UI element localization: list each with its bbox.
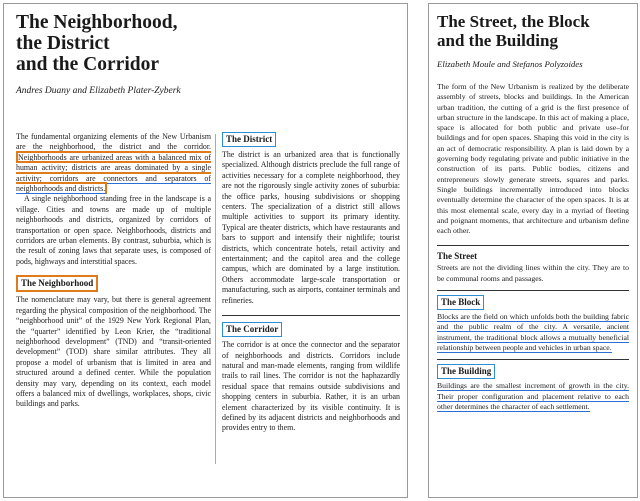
right-page-column <box>437 82 629 412</box>
building-text <box>437 381 629 412</box>
title-line: and the Building <box>437 31 558 50</box>
article-title-1 <box>16 12 396 75</box>
intro-paragraph <box>16 132 211 194</box>
article-title-2 <box>437 12 633 50</box>
section-rule <box>222 306 400 316</box>
heading-street: The Street <box>437 251 478 262</box>
heading-corridor: The Corridor <box>222 322 282 337</box>
intro-paragraph: The form of the New Urbanism is realized by the deliberate assembly of streets, blocks and buildings. In the American urban tradition, the cutting of a grid is the first presence of urban structure in the landscape. In this act of making a place, space is allocated for both public and private use–for buildings and for open spaces. Shaping this void in the city is an act of democratic responsibility. A plan is laid down by a governing body regulating private and public initiative in the construction of its parts. Public bodies, citizens and entrepreneurs slowly generate streets, squares and parks. Single buildings incrementally introduced into blocks eventually determine the character of the open spaces. It is at this most elemental scale, every day in a myriad of fleeting and poignant moments, that architecture and urbanism define each other. <box>437 82 629 236</box>
page-left <box>3 3 408 498</box>
building-text-underlined: Buildings are the smallest increment of growth in the city. Their proper configuration and placement relative to each other determines the character of each settlement. <box>437 381 629 411</box>
block-text-underlined: Blocks are the field on which unfolds both the building fabric and the public realm of the city. A versatile, ancient instrument, the traditional block allows a mutually beneficial relationship between people and vehicles in urban space. <box>437 312 629 352</box>
heading-building: The Building <box>437 364 495 379</box>
heading-neighborhood: The Neighborhood <box>16 275 98 292</box>
page-right <box>428 3 638 498</box>
section-rule <box>437 236 629 246</box>
title-line: The Street, the Block <box>437 12 590 31</box>
intro-paragraph-2: A single neighborhood standing free in the landscape is a village. Cities and towns are made up of multiple neighborhoods and districts, organized by corridors of transportation or open space. Neighborhoods, districts and corridors are urban elements. By contrast, suburbia, which is the result of zoning laws that separate uses, is composed of pods, highways and interstitial spaces. <box>16 194 211 266</box>
section-rule <box>437 353 629 360</box>
authors-1: Andres Duany and Elizabeth Plater-Zyberk <box>16 86 181 96</box>
neighborhood-text: The nomenclature may vary, but there is general agreement regarding the physical composition of the neighborhood. The “neighborhood unit” of the 1929 New York Regional Plan, the “quarter” identified by Leon Krier, the “traditional neighborhood development” (TND) and “transit-oriented development” (TOD) share similar attributes. They all propose a model of urbanism that is limited in area and structured around a defined center. While the population density may vary, depending on its context, each model offers a balanced mix of dwellings, workplaces, shops, civic buildings and parks. <box>16 295 211 409</box>
corridor-text: The corridor is at once the connector and the separator of neighborhoods and districts. Corridors include natural and man-made elements, ranging from wildlife trails to rail lines. The corridor is not the haphazardly residual space that remains outside subdivisions and shopping centers in suburbia. Rather, it is an urban element characterized by its visible continuity. It is defined by its adjacent districts and neighborhoods and provides entry to them. <box>222 340 400 433</box>
authors-2: Elizabeth Moule and Stefanos Polyzoides <box>437 59 583 69</box>
heading-block: The Block <box>437 295 484 310</box>
section-rule <box>437 284 629 291</box>
title-line: The Neighborhood, <box>16 12 178 33</box>
street-text: Streets are not the dividing lines within the city. They are to be communal rooms and passages. <box>437 263 629 283</box>
right-column <box>222 132 400 434</box>
heading-district: The District <box>222 132 276 147</box>
title-line: and the Corridor <box>16 54 159 75</box>
intro-plain: The fundamental organizing elements of the New Urbanism are the neighborhood, the district and the corridor. <box>16 132 211 152</box>
district-text: The district is an urbanized area that is functionally specialized. Although districts preclude the full range of activities necessary for a complete neighborhood, they are not the rigorously single activity zones of suburbia: the office parks, housing subdivisions or shopping centers. The specialization of a district still allows multiple activities to support its primary identity. Typical are theater districts, which have restaurants and bars to support and intensify their nightlife; tourist districts, which concentrate hotels, retail activity and entertainment; and the capitol area and the college campus, which are dominated by a large institution. Others accommodate large-scale transportation or manufacturing, such as airports, container terminals and refineries. <box>222 150 400 305</box>
title-line: the District <box>16 33 110 54</box>
left-column <box>16 132 211 410</box>
column-divider <box>215 134 216 464</box>
highlighted-definition: Neighborhoods are urbanized areas with a balanced mix of human activity; districts are areas dominated by a single activity; corridors are connectors and separators of neighborhoods and districts. <box>16 152 211 194</box>
block-text <box>437 312 629 353</box>
